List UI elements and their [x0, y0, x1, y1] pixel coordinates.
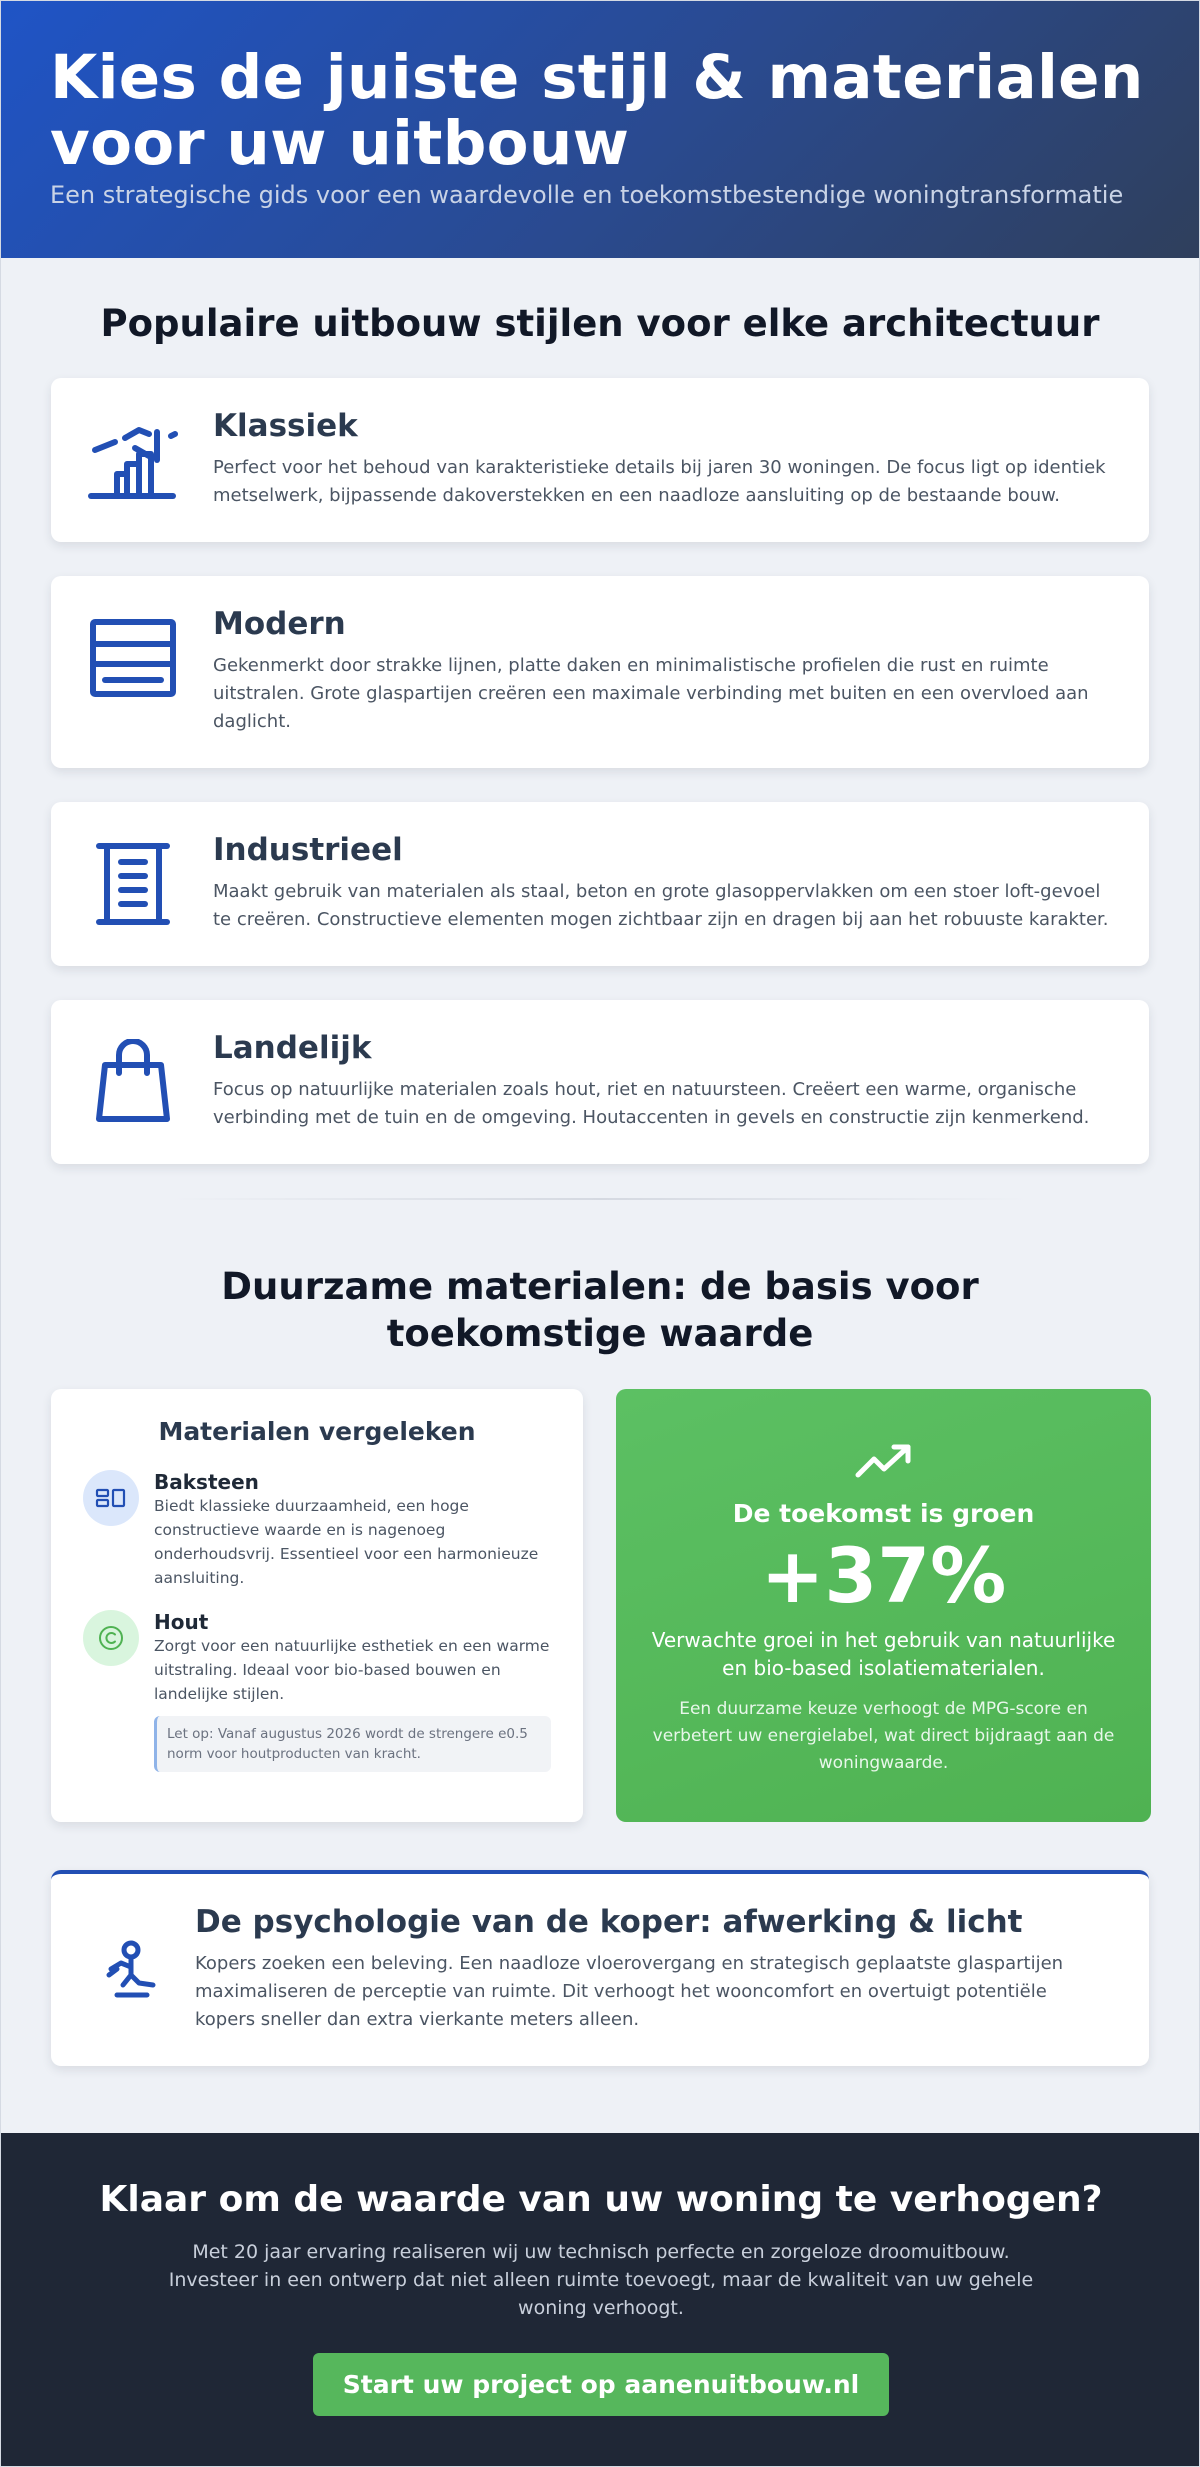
style-card-text: Maakt gebruik van materialen als staal, beton en grote glasoppervlakken om een stoer loft-gevoel te creëren. Constructieve elementen mogen zichtbaar zijn en dragen bij aan het robuuste karakter. — [213, 881, 1109, 930]
material-item-title: Baksteen — [154, 1470, 259, 1494]
building-icon — [87, 838, 179, 930]
material-note: Let op: Vanaf augustus 2026 wordt de strengere e0.5 norm voor houtproducten van kracht. — [154, 1716, 551, 1772]
material-item-body — [154, 1470, 551, 1590]
material-item-title: Hout — [154, 1610, 209, 1634]
style-card-industrieel — [51, 802, 1149, 966]
person-icon — [91, 1939, 171, 1999]
hero-title-line2: voor uw uitbouw — [50, 108, 630, 179]
style-card-title: Klassiek — [213, 408, 358, 444]
hero-title-line1: Kies de juiste stijl & materialen — [50, 42, 1144, 113]
material-item-baksteen — [83, 1470, 551, 1590]
material-item-text: Zorgt voor een natuurlijke esthetiek en een warme uitstraling. Ideaal voor bio-based bouwen en landelijke stijlen. — [154, 1637, 550, 1703]
style-card-text: Gekenmerkt door strakke lijnen, platte daken en minimalistische profielen die rust en ruimte uitstralen. Grote glaspartijen creëren een maximale verbinding met buiten en een overvloed aan daglicht. — [213, 655, 1089, 732]
brick-icon — [83, 1470, 139, 1526]
style-card-text: Perfect voor het behoud van karakteristieke details bij jaren 30 woningen. De focus ligt op identiek metselwerk, bijpassende dakoverstekken en een naadloze aansluiting op de bestaande bouw. — [213, 457, 1106, 506]
layout-panel-icon — [87, 612, 179, 704]
style-card-text: Focus op natuurlijke materialen zoals hout, riet en natuursteen. Creëert een warme, organische verbinding met de tuin en de omgeving. Houtaccenten in gevels en constructie zijn kenmerkend. — [213, 1079, 1090, 1128]
materials-grid — [51, 1389, 1149, 1822]
green-card-note: Een duurzame keuze verhoogt de MPG-score en verbetert uw energielabel, wat direct bijdraagt aan de woningwaarde. — [652, 1699, 1115, 1773]
materials-title: Duurzame materialen: de basis voor toekomstige waarde — [221, 1265, 979, 1355]
style-card-modern — [51, 576, 1149, 768]
style-card-landelijk — [51, 1000, 1149, 1164]
cta-title: Klaar om de waarde van uw woning te verhogen? — [99, 2179, 1103, 2220]
hero — [1, 1, 1199, 258]
psychology-body — [195, 1904, 1109, 2034]
materials-compare-card — [51, 1389, 583, 1822]
trending-up-icon — [646, 1441, 1121, 1483]
style-card-body — [213, 1030, 1109, 1132]
style-card-title: Landelijk — [213, 1030, 372, 1066]
style-card-title: Industrieel — [213, 832, 403, 868]
style-card-title: Modern — [213, 606, 346, 642]
style-card-body — [213, 408, 1109, 510]
start-project-button[interactable]: Start uw project op aanenuitbouw.nl — [313, 2353, 889, 2416]
green-future-card — [616, 1389, 1151, 1822]
shopping-bag-icon — [87, 1036, 179, 1128]
styles-title: Populaire uitbouw stijlen voor elke architectuur — [100, 302, 1100, 345]
cta-section — [1, 2133, 1200, 2467]
style-card-body — [213, 606, 1109, 736]
material-item-hout — [83, 1610, 551, 1772]
material-item-body — [154, 1610, 551, 1772]
psychology-text: Kopers zoeken een beleving. Een naadloze vloerovergang en strategisch geplaatste glaspartijen maximaliseren de perceptie van ruimte. Dit verhoogt het wooncomfort en overtuigt potentiële kopers sneller dan extra vierkante meters alleen. — [195, 1953, 1064, 2030]
copyright-icon — [83, 1610, 139, 1666]
cta-text: Met 20 jaar ervaring realiseren wij uw technisch perfecte en zorgeloze droomuitbouw. Investeer in een ontwerp dat niet alleen ruimte toevoegt, maar de kwaliteit van uw gehele woning verhoogt. — [168, 2241, 1034, 2319]
psychology-card — [51, 1870, 1149, 2066]
green-card-stat: +37% — [760, 1531, 1007, 1620]
buildings-icon — [87, 414, 179, 506]
hero-subtitle: Een strategische gids voor een waardevolle en toekomstbestendige woningtransformatie — [50, 181, 1124, 209]
hero-title — [50, 42, 1150, 179]
green-card-subtext: Verwachte groei in het gebruik van natuurlijke en bio-based isolatiematerialen. — [651, 1628, 1116, 1680]
psychology-title: De psychologie van de koper: afwerking & licht — [195, 1904, 1023, 1940]
styles-section — [1, 258, 1199, 1200]
style-card-klassiek — [51, 378, 1149, 542]
style-card-body — [213, 832, 1109, 934]
materials-compare-title: Materialen vergeleken — [158, 1417, 476, 1446]
materials-section — [1, 1200, 1199, 1822]
green-card-heading: De toekomst is groen — [732, 1499, 1035, 1528]
material-item-text: Biedt klassieke duurzaamheid, een hoge constructieve waarde en is nagenoeg onderhoudsvrij. Essentieel voor een harmonieuze aansluiting. — [154, 1497, 539, 1587]
